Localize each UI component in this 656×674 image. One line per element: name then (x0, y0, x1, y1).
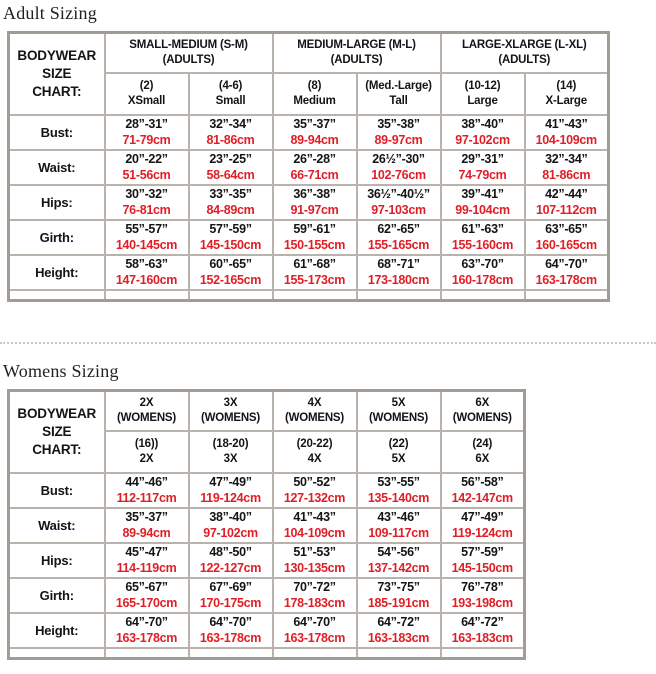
adult-height-cell-1 (189, 255, 273, 290)
womens-height-cell-2 (273, 613, 357, 648)
cm-value: 155-165cm (367, 237, 430, 252)
inches-value: 45”-47” (125, 544, 168, 559)
group-sublabel: (WOMENS) (368, 412, 429, 424)
womens-column-header-2 (273, 431, 357, 473)
inches-value: 64”-70” (209, 614, 252, 629)
cm-value: 104-109cm (535, 132, 597, 147)
inches-value: 47”-49” (461, 509, 504, 524)
group-label: 3X (223, 397, 238, 410)
cm-value: 107-112cm (535, 202, 597, 217)
inches-value: 54”-56” (377, 544, 420, 559)
adult-height-cell-5 (525, 255, 609, 290)
cm-value: 170-175cm (199, 595, 262, 610)
inches-value: 64”-70” (125, 614, 168, 629)
cm-value: 81-86cm (542, 167, 591, 182)
filler-cell (441, 648, 525, 659)
inches-value: 64”-72” (377, 614, 420, 629)
column-size-name: X-Large (545, 95, 587, 107)
cm-value: 142-147cm (451, 490, 513, 505)
cm-value: 163-178cm (199, 630, 262, 645)
corner-line: BODYWEAR (17, 406, 97, 422)
adult-row-hips (9, 185, 609, 220)
womens-waist-cell-3 (357, 508, 441, 543)
filler-cell (189, 290, 273, 301)
cm-value: 97-102cm (455, 132, 510, 147)
column-size-name: Tall (389, 95, 408, 107)
inches-value: 59”-61” (293, 221, 336, 236)
adult-row-waist (9, 150, 609, 185)
adult-waist-cell-1 (189, 150, 273, 185)
cm-value: 163-178cm (535, 272, 597, 287)
column-size-number: (8) (307, 80, 322, 93)
inches-value: 53”-55” (377, 474, 420, 489)
column-size-name: Large (467, 95, 498, 107)
cm-value: 89-94cm (122, 525, 171, 540)
adult-column-header-1 (189, 73, 273, 115)
cm-value: 145-150cm (199, 237, 262, 252)
group-sublabel: (WOMENS) (116, 412, 177, 424)
inches-value: 38”-40” (461, 116, 504, 131)
womens-height-cell-3 (357, 613, 441, 648)
group-sublabel: (WOMENS) (452, 412, 512, 424)
inches-value: 64”-72” (461, 614, 504, 629)
cm-value: 114-119cm (116, 560, 177, 575)
womens-hips-cell-1 (189, 543, 273, 578)
inches-value: 63”-70” (461, 256, 504, 271)
column-size-number: (Med.-Large) (365, 80, 432, 93)
cm-value: 135-140cm (367, 490, 430, 505)
cm-value: 130-135cm (283, 560, 346, 575)
adult-group-header-0 (105, 33, 273, 74)
corner-line: BODYWEAR (17, 48, 97, 64)
row-label-girth: Girth: (9, 578, 105, 613)
cm-value: 165-170cm (115, 595, 178, 610)
adult-column-header-4 (441, 73, 525, 115)
womens-column-header-4 (441, 431, 525, 473)
inches-value: 35”-37” (293, 116, 336, 131)
cm-value: 140-145cm (115, 237, 178, 252)
adult-bust-cell-4 (441, 115, 525, 150)
group-sublabel: (ADULTS) (330, 54, 383, 66)
filler-cell (105, 648, 189, 659)
inches-value: 26”-28” (293, 151, 336, 166)
adult-bust-cell-1 (189, 115, 273, 150)
group-label: MEDIUM-LARGE (M-L) (297, 39, 416, 52)
adult-hips-cell-2 (273, 185, 357, 220)
column-size-number: (16)) (134, 438, 159, 451)
inches-value: 41”-43” (293, 509, 336, 524)
cm-value: 163-178cm (283, 630, 346, 645)
adult-girth-cell-5 (525, 220, 609, 255)
inches-value: 20”-22” (125, 151, 168, 166)
filler-cell (441, 290, 525, 301)
adult-waist-cell-0 (105, 150, 189, 185)
inches-value: 58”-63” (125, 256, 168, 271)
adult-row-height (9, 255, 609, 290)
womens-group-header-4 (441, 391, 525, 432)
inches-value: 36½”-40½” (367, 186, 430, 201)
column-size-name: Small (215, 95, 246, 107)
row-label-waist: Waist: (9, 508, 105, 543)
cm-value: 102-76cm (371, 167, 426, 182)
filler-cell (189, 648, 273, 659)
inches-value: 61”-68” (293, 256, 336, 271)
cm-value: 104-109cm (283, 525, 346, 540)
row-label-height: Height: (9, 255, 105, 290)
womens-bust-cell-3 (357, 473, 441, 508)
filler-cell (357, 290, 441, 301)
group-label: SMALL-MEDIUM (S-M) (129, 39, 248, 52)
womens-bust-cell-2 (273, 473, 357, 508)
womens-group-header-0 (105, 391, 189, 432)
inches-value: 67”-69” (209, 579, 252, 594)
adult-hips-cell-5 (525, 185, 609, 220)
column-size-number: (20-22) (296, 438, 333, 451)
section-divider (0, 342, 656, 344)
adult-height-cell-2 (273, 255, 357, 290)
bodywear-size-chart-label (9, 33, 105, 116)
filler-cell (525, 290, 609, 301)
adult-girth-cell-4 (441, 220, 525, 255)
womens-height-cell-1 (189, 613, 273, 648)
inches-value: 57”-59” (209, 221, 252, 236)
column-size-name: 5X (391, 453, 406, 465)
cm-value: 97-102cm (203, 525, 258, 540)
row-label-hips: Hips: (9, 543, 105, 578)
womens-hips-cell-2 (273, 543, 357, 578)
adult-group-header-2 (441, 33, 609, 74)
cm-value: 91-97cm (290, 202, 339, 217)
inches-value: 65”-67” (125, 579, 168, 594)
cm-value: 112-117cm (116, 490, 177, 505)
womens-waist-cell-4 (441, 508, 525, 543)
adult-waist-cell-3 (357, 150, 441, 185)
inches-value: 38”-40” (209, 509, 252, 524)
corner-line: SIZE (42, 66, 72, 82)
column-size-name: XSmall (127, 95, 166, 107)
cm-value: 163-178cm (115, 630, 178, 645)
column-size-name: 2X (139, 453, 154, 465)
inches-value: 47”-49” (209, 474, 252, 489)
inches-value: 30”-32” (125, 186, 168, 201)
inches-value: 48”-50” (209, 544, 252, 559)
column-size-number: (14) (556, 80, 577, 93)
cm-value: 84-89cm (206, 202, 255, 217)
adult-girth-cell-2 (273, 220, 357, 255)
inches-value: 50”-52” (293, 474, 336, 489)
adult-sizing-heading: Adult Sizing (3, 3, 97, 23)
adult-column-header-3 (357, 73, 441, 115)
womens-height-cell-4 (441, 613, 525, 648)
cm-value: 178-183cm (283, 595, 346, 610)
womens-group-header-1 (189, 391, 273, 432)
adult-sizing-section (0, 3, 656, 302)
inches-value: 57”-59” (461, 544, 504, 559)
inches-value: 36”-38” (293, 186, 336, 201)
table-filler-row (9, 648, 525, 659)
row-label-bust: Bust: (9, 473, 105, 508)
womens-girth-cell-1 (189, 578, 273, 613)
column-size-name: Medium (293, 95, 336, 107)
cm-value: 119-124cm (451, 525, 513, 540)
filler-cell (9, 290, 105, 301)
header-group-row (9, 391, 525, 432)
group-label: 4X (307, 397, 322, 410)
adult-height-cell-0 (105, 255, 189, 290)
adult-row-girth (9, 220, 609, 255)
womens-row-girth (9, 578, 525, 613)
cm-value: 163-183cm (367, 630, 430, 645)
womens-girth-cell-0 (105, 578, 189, 613)
womens-bust-cell-0 (105, 473, 189, 508)
womens-waist-cell-1 (189, 508, 273, 543)
adult-row-bust (9, 115, 609, 150)
inches-value: 68”-71” (377, 256, 420, 271)
womens-waist-cell-0 (105, 508, 189, 543)
inches-value: 35”-38” (377, 116, 420, 131)
inches-value: 62”-65” (377, 221, 420, 236)
womens-hips-cell-0 (105, 543, 189, 578)
womens-row-height (9, 613, 525, 648)
group-label: LARGE-XLARGE (L-XL) (461, 39, 587, 52)
womens-row-bust (9, 473, 525, 508)
womens-bust-cell-4 (441, 473, 525, 508)
adult-column-header-0 (105, 73, 189, 115)
sections-root (0, 3, 656, 660)
adult-waist-cell-4 (441, 150, 525, 185)
cm-value: 137-142cm (367, 560, 430, 575)
womens-sizing-heading: Womens Sizing (3, 361, 119, 381)
cm-value: 76-81cm (122, 202, 171, 217)
womens-column-header-0 (105, 431, 189, 473)
cm-value: 71-79cm (122, 132, 171, 147)
cm-value: 119-124cm (200, 490, 261, 505)
inches-value: 51”-53” (293, 544, 336, 559)
column-size-number: (10-12) (464, 80, 501, 93)
filler-cell (273, 648, 357, 659)
inches-value: 35”-37” (125, 509, 168, 524)
adult-height-cell-4 (441, 255, 525, 290)
column-size-number: (22) (388, 438, 409, 451)
row-label-waist: Waist: (9, 150, 105, 185)
column-size-name: 4X (307, 453, 322, 465)
adult-size-chart-table (7, 31, 610, 302)
column-size-number: (18-20) (212, 438, 249, 451)
cm-value: 89-97cm (374, 132, 423, 147)
cm-value: 173-180cm (367, 272, 430, 287)
group-label: 5X (391, 397, 406, 410)
inches-value: 23”-25” (209, 151, 252, 166)
cm-value: 89-94cm (290, 132, 339, 147)
adult-column-header-5 (525, 73, 609, 115)
cm-value: 147-160cm (115, 272, 178, 287)
filler-cell (105, 290, 189, 301)
adult-height-cell-3 (357, 255, 441, 290)
womens-column-header-1 (189, 431, 273, 473)
adult-hips-cell-3 (357, 185, 441, 220)
inches-value: 44”-46” (125, 474, 168, 489)
inches-value: 76”-78” (461, 579, 504, 594)
womens-waist-cell-2 (273, 508, 357, 543)
womens-size-chart-table (7, 389, 526, 660)
cm-value: 145-150cm (451, 560, 513, 575)
cm-value: 74-79cm (458, 167, 507, 182)
cm-value: 160-165cm (535, 237, 597, 252)
womens-column-header-3 (357, 431, 441, 473)
inches-value: 60”-65” (209, 256, 252, 271)
womens-height-cell-0 (105, 613, 189, 648)
inches-value: 73”-75” (377, 579, 420, 594)
cm-value: 58-64cm (206, 167, 255, 182)
inches-value: 42”-44” (545, 186, 588, 201)
cm-value: 160-178cm (451, 272, 514, 287)
cm-value: 127-132cm (283, 490, 346, 505)
womens-row-hips (9, 543, 525, 578)
row-label-girth: Girth: (9, 220, 105, 255)
inches-value: 56”-58” (461, 474, 504, 489)
inches-value: 29”-31” (461, 151, 504, 166)
adult-hips-cell-4 (441, 185, 525, 220)
adult-girth-cell-0 (105, 220, 189, 255)
header-group-row (9, 33, 609, 74)
inches-value: 55”-57” (125, 221, 168, 236)
cm-value: 109-117cm (368, 525, 429, 540)
adult-bust-cell-0 (105, 115, 189, 150)
womens-hips-cell-4 (441, 543, 525, 578)
column-size-number: (4-6) (218, 80, 243, 93)
inches-value: 43”-46” (377, 509, 420, 524)
column-size-number: (24) (472, 438, 493, 451)
filler-cell (9, 648, 105, 659)
adult-girth-cell-3 (357, 220, 441, 255)
womens-girth-cell-3 (357, 578, 441, 613)
inches-value: 28”-31” (125, 116, 168, 131)
womens-hips-cell-3 (357, 543, 441, 578)
adult-group-header-1 (273, 33, 441, 74)
adult-bust-cell-2 (273, 115, 357, 150)
column-size-number: (2) (139, 80, 154, 93)
adult-bust-cell-3 (357, 115, 441, 150)
womens-girth-cell-4 (441, 578, 525, 613)
inches-value: 64”-70” (545, 256, 588, 271)
cm-value: 193-198cm (451, 595, 513, 610)
inches-value: 32”-34” (209, 116, 252, 131)
group-label: 6X (475, 397, 490, 410)
row-label-bust: Bust: (9, 115, 105, 150)
group-sublabel: (ADULTS) (162, 54, 215, 66)
row-label-hips: Hips: (9, 185, 105, 220)
inches-value: 26½”-30” (372, 151, 425, 166)
womens-girth-cell-2 (273, 578, 357, 613)
inches-value: 41”-43” (545, 116, 588, 131)
corner-line: CHART: (32, 441, 82, 457)
inches-value: 32”-34” (545, 151, 588, 166)
womens-sizing-section (0, 361, 656, 660)
cm-value: 185-191cm (367, 595, 430, 610)
inches-value: 63”-65” (545, 221, 588, 236)
cm-value: 51-56cm (122, 167, 171, 182)
inches-value: 33”-35” (209, 186, 252, 201)
womens-bust-cell-1 (189, 473, 273, 508)
womens-row-waist (9, 508, 525, 543)
inches-value: 61”-63” (461, 221, 504, 236)
row-label-height: Height: (9, 613, 105, 648)
cm-value: 155-173cm (283, 272, 346, 287)
cm-value: 152-165cm (199, 272, 262, 287)
cm-value: 155-160cm (451, 237, 514, 252)
cm-value: 99-104cm (455, 202, 510, 217)
cm-value: 150-155cm (283, 237, 346, 252)
adult-waist-cell-5 (525, 150, 609, 185)
filler-cell (357, 648, 441, 659)
column-size-name: 3X (223, 453, 238, 465)
adult-girth-cell-1 (189, 220, 273, 255)
filler-cell (273, 290, 357, 301)
adult-hips-cell-0 (105, 185, 189, 220)
adult-column-header-2 (273, 73, 357, 115)
cm-value: 81-86cm (206, 132, 255, 147)
bodywear-size-chart-label (9, 391, 105, 474)
inches-value: 39”-41” (461, 186, 504, 201)
group-sublabel: (WOMENS) (200, 412, 261, 424)
inches-value: 70”-72” (293, 579, 336, 594)
adult-bust-cell-5 (525, 115, 609, 150)
column-size-name: 6X (475, 453, 490, 465)
adult-waist-cell-2 (273, 150, 357, 185)
group-sublabel: (WOMENS) (284, 412, 345, 424)
cm-value: 163-183cm (451, 630, 513, 645)
group-sublabel: (ADULTS) (498, 54, 551, 66)
cm-value: 66-71cm (290, 167, 339, 182)
womens-group-header-3 (357, 391, 441, 432)
inches-value: 64”-70” (293, 614, 336, 629)
group-label: 2X (139, 397, 154, 410)
corner-line: CHART: (32, 83, 82, 99)
cm-value: 97-103cm (371, 202, 426, 217)
adult-hips-cell-1 (189, 185, 273, 220)
cm-value: 122-127cm (199, 560, 262, 575)
corner-line: SIZE (42, 424, 72, 440)
table-filler-row (9, 290, 609, 301)
womens-group-header-2 (273, 391, 357, 432)
